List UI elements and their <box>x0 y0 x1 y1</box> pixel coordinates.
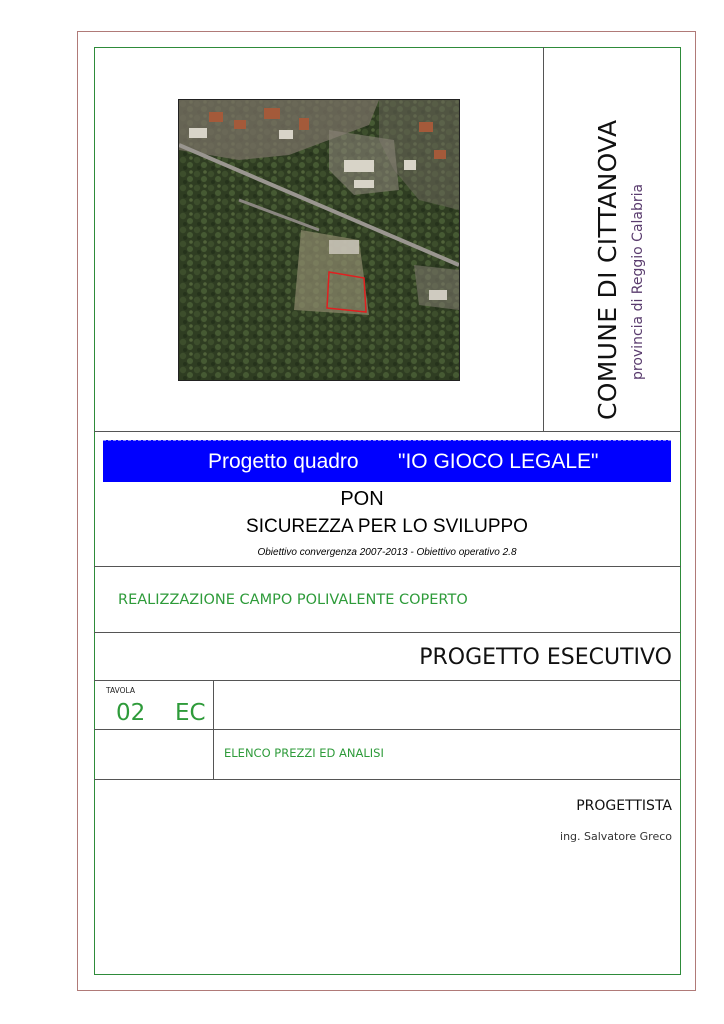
project-phase: PROGETTO ESECUTIVO <box>419 645 672 670</box>
program-pon: PON <box>340 488 384 510</box>
provincia-subtitle: provincia di Reggio Calabria <box>630 183 646 380</box>
banner-prefix: Progetto quadro <box>208 450 359 473</box>
tavola-label: TAVOLA <box>106 686 136 695</box>
title-divider <box>543 47 544 431</box>
divider-1 <box>94 431 681 432</box>
program-name: SICUREZZA PER LO SVILUPPO <box>246 516 528 537</box>
program-objective: Obiettivo convergenza 2007-2013 - Obiettivo operativo 2.8 <box>257 547 517 558</box>
project-description: REALIZZAZIONE CAMPO POLIVALENTE COPERTO <box>118 592 468 608</box>
banner-title: "IO GIOCO LEGALE" <box>398 450 599 473</box>
tavola-divider <box>213 680 214 729</box>
tavola-number: 02 <box>116 700 146 726</box>
aerial-photo <box>178 99 460 381</box>
divider-6 <box>94 779 681 780</box>
divider-4 <box>94 680 681 681</box>
tavola-title: ELENCO PREZZI ED ANALISI <box>224 746 384 760</box>
comune-title: COMUNE DI CITTANOVA <box>593 119 622 420</box>
tavola-code: EC <box>175 700 206 726</box>
elenco-divider <box>213 729 214 779</box>
divider-2 <box>94 566 681 567</box>
divider-3 <box>94 632 681 633</box>
designer-label: PROGETTISTA <box>576 798 672 814</box>
designer-name: ing. Salvatore Greco <box>560 830 672 843</box>
divider-5 <box>94 729 681 730</box>
